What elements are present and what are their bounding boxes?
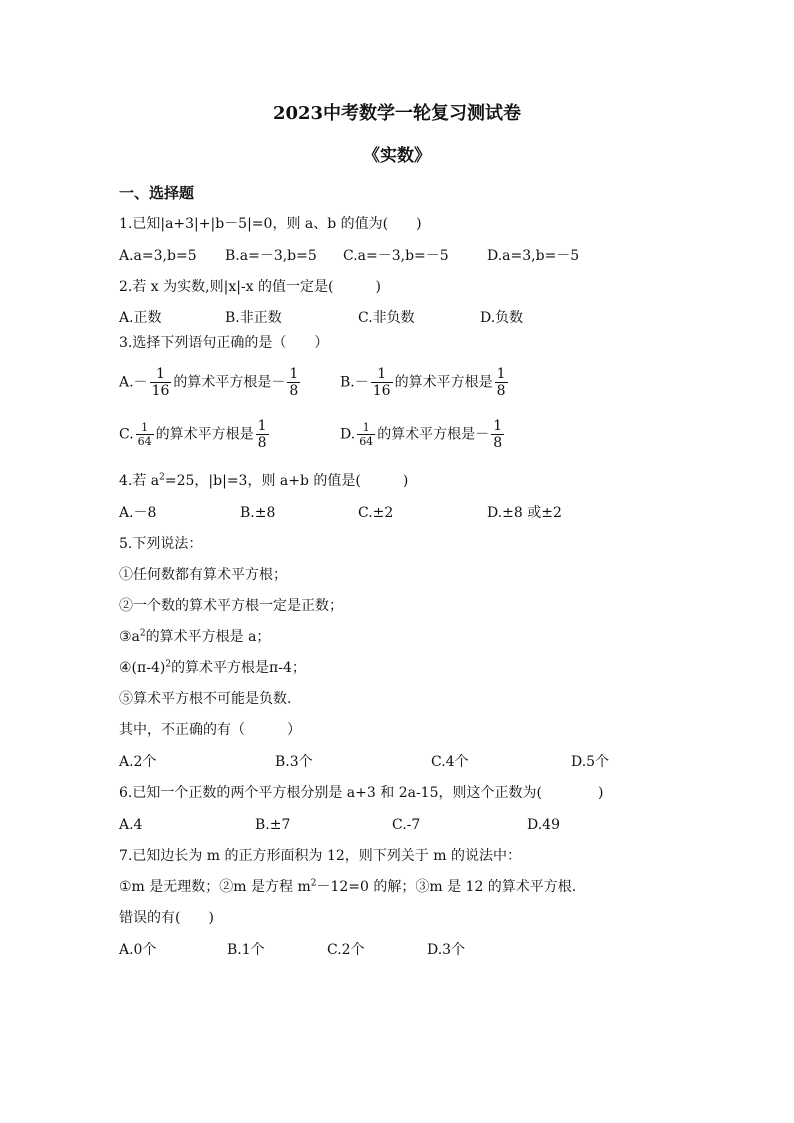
q1-option-d: D.a=3,b=－5 bbox=[487, 248, 580, 264]
q3-a-fraction-2 bbox=[287, 366, 300, 399]
numerator: 1 bbox=[493, 418, 503, 434]
section-heading: 一、选择题 bbox=[119, 184, 195, 202]
q3-d-label: D. bbox=[340, 426, 356, 443]
q1-option-c: C.a=－3,b=－5 bbox=[343, 248, 449, 264]
q4-option-d: D.±8 或±2 bbox=[487, 505, 562, 521]
q3-c-fraction-1 bbox=[136, 421, 154, 448]
numerator: 1 bbox=[357, 421, 375, 435]
q5-option-b: B.3个 bbox=[275, 754, 313, 770]
page-title: 2023中考数学一轮复习测试卷 bbox=[272, 103, 522, 124]
question-2-stem: 2.若 x 为实数,则|x|-x 的值一定是( ) bbox=[119, 279, 381, 295]
q3-option-d bbox=[340, 418, 506, 451]
q3-b-label: B.－ bbox=[340, 374, 369, 391]
denominator: 64 bbox=[137, 435, 152, 448]
q6-option-a: A.4 bbox=[119, 817, 143, 833]
q7-option-c: C.2个 bbox=[327, 942, 365, 958]
q3-c-label: C. bbox=[119, 426, 134, 443]
exponent: 2 bbox=[310, 878, 317, 889]
q3-d-fraction-2 bbox=[491, 418, 504, 451]
q6-option-c: C.-7 bbox=[392, 817, 421, 833]
q3-b-fraction-2 bbox=[495, 366, 508, 399]
q3-option-a bbox=[119, 366, 302, 399]
question-6-stem: 6.已知一个正数的两个平方根分别是 a+3 和 2a-15，则这个正数为( ) bbox=[119, 785, 604, 801]
q4-option-c: C.±2 bbox=[358, 505, 394, 521]
q5-statement-1: ①任何数都有算术平方根； bbox=[119, 567, 287, 583]
denominator: 64 bbox=[359, 435, 374, 448]
stem-text: 4.若 a bbox=[119, 473, 160, 489]
numerator: 1 bbox=[136, 421, 154, 435]
q3-d-fraction-1 bbox=[357, 421, 375, 448]
statement-text: ④(π-4) bbox=[119, 660, 166, 676]
q3-a-label: A.－ bbox=[119, 374, 148, 391]
statement-text: ③a bbox=[119, 629, 140, 645]
q5-statement-5: ⑤算术平方根不可能是负数. bbox=[119, 691, 292, 707]
q3-c-text: 的算术平方根是 bbox=[155, 426, 254, 443]
q1-option-a: A.a=3,b=5 bbox=[119, 248, 197, 264]
numerator: 1 bbox=[496, 366, 506, 382]
denominator: 8 bbox=[496, 383, 506, 399]
q6-option-b: B.±7 bbox=[255, 817, 291, 833]
denominator: 16 bbox=[372, 383, 391, 399]
denominator: 8 bbox=[289, 383, 299, 399]
exponent: 2 bbox=[165, 659, 172, 670]
q7-option-a: A.0个 bbox=[119, 942, 157, 958]
q5-ask: 其中，不正确的有（ ） bbox=[119, 722, 301, 738]
q5-statement-4 bbox=[119, 658, 306, 678]
exponent: 2 bbox=[159, 472, 165, 483]
q4-option-b: B.±8 bbox=[240, 505, 276, 521]
statement-text: 的算术平方根是 a； bbox=[145, 629, 271, 645]
q3-a-text: 的算术平方根是－ bbox=[173, 374, 286, 391]
q2-option-b: B.非正数 bbox=[225, 310, 282, 326]
exponent: 2 bbox=[139, 628, 146, 639]
numerator: 1 bbox=[257, 418, 267, 434]
q2-option-a: A.正数 bbox=[119, 310, 162, 326]
q3-b-fraction-1 bbox=[371, 366, 393, 399]
q6-option-d: D.49 bbox=[527, 817, 560, 833]
claims-text: －12=0 的解；③m 是 12 的算术平方根. bbox=[316, 879, 577, 895]
stem-text: =25，|b|=3，则 a+b 的值是( ) bbox=[164, 473, 409, 489]
denominator: 8 bbox=[257, 435, 267, 451]
q5-option-c: C.4个 bbox=[431, 754, 469, 770]
q7-ask: 错误的有( ) bbox=[119, 910, 214, 926]
question-4-stem bbox=[119, 471, 408, 491]
q7-option-b: B.1个 bbox=[227, 942, 265, 958]
q3-option-c bbox=[119, 418, 271, 451]
denominator: 16 bbox=[151, 383, 170, 399]
q3-d-text: 的算术平方根是－ bbox=[377, 426, 490, 443]
claims-text: ①m 是无理数；②m 是方程 m bbox=[119, 879, 311, 895]
q2-option-d: D.负数 bbox=[480, 310, 524, 326]
q5-statement-3 bbox=[119, 627, 270, 647]
q5-option-d: D.5个 bbox=[571, 754, 610, 770]
numerator: 1 bbox=[289, 366, 299, 382]
question-5-stem: 5.下列说法： bbox=[119, 536, 203, 552]
q3-option-b bbox=[340, 366, 510, 399]
statement-text: 的算术平方根是π-4； bbox=[171, 660, 306, 676]
q7-option-d: D.3个 bbox=[427, 942, 466, 958]
numerator: 1 bbox=[150, 366, 172, 383]
q1-option-b: B.a=－3,b=5 bbox=[225, 248, 317, 264]
question-1-stem: 1.已知|a+3|+|b－5|=0，则 a、b 的值为( ) bbox=[119, 216, 422, 232]
q5-option-a: A.2个 bbox=[119, 754, 157, 770]
q3-a-fraction-1 bbox=[150, 366, 172, 399]
q4-option-a: A.－8 bbox=[119, 505, 157, 521]
q7-claims bbox=[119, 877, 576, 897]
numerator: 1 bbox=[371, 366, 393, 383]
question-7-stem: 7.已知边长为 m 的正方形面积为 12，则下列关于 m 的说法中： bbox=[119, 848, 521, 864]
q3-c-fraction-2 bbox=[256, 418, 269, 451]
q2-option-c: C.非负数 bbox=[358, 310, 415, 326]
q3-b-text: 的算术平方根是 bbox=[394, 374, 493, 391]
question-3-stem: 3.选择下列语句正确的是（ ） bbox=[119, 335, 329, 351]
denominator: 8 bbox=[493, 435, 503, 451]
page-subtitle: 《实数》 bbox=[363, 146, 431, 166]
q5-statement-2: ②一个数的算术平方根一定是正数； bbox=[119, 598, 343, 614]
